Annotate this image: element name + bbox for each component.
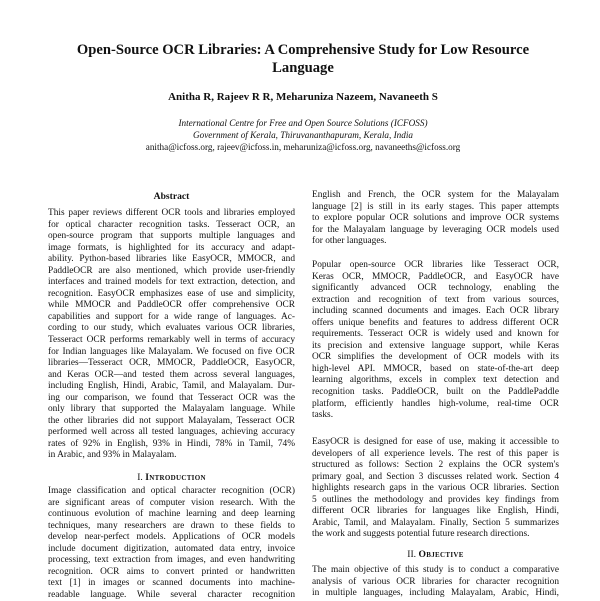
text-line: Arabic, Tamil, and Malayalam. Finally, Section 5 summarizes [312, 517, 559, 528]
text-line: PaddleOCR are also mentioned, which provide user-friendly [48, 265, 295, 276]
text-line: including English, Hindi, Arabic, Tamil, and Malayalam. Dur- [48, 381, 295, 392]
affiliation [40, 117, 566, 153]
abstract-body [48, 208, 295, 462]
text-line: develop near-perfect models. Applications of OCR models [48, 532, 295, 543]
objective-heading [312, 549, 559, 561]
introduction-body [48, 486, 295, 601]
abstract-heading: Abstract [153, 191, 190, 202]
text-line: The main objective of this study is to conduct a comparative [312, 565, 559, 575]
text-line: developers of all experience levels. The rest of this paper is [312, 448, 559, 459]
text-line: This paper reviews different OCR tools and libraries employed [48, 208, 295, 218]
paragraph [312, 260, 559, 422]
section-number: II. [407, 549, 417, 560]
text-line: ing our comparison, we found that Tesseract OCR was the [48, 392, 295, 403]
text-line: recognition. EasyOCR emphasizes ease of use and simplicity, [48, 288, 295, 299]
text-line: the work and suggests potential future research directions. [312, 529, 530, 540]
text-line: English and French, the OCR system for the Malayalam [312, 190, 559, 200]
text-line: only library that supported the Malayalam language. While [48, 404, 295, 415]
text-line: continuous evolution of machine learning and deep learning [48, 509, 295, 520]
text-line: different OCR libraries for languages like English, Hindi, [312, 506, 559, 517]
text-line: performed well across all tested languages, achieving accuracy [48, 427, 295, 438]
text-line: offers unique benefits and features to address different OCR [312, 317, 559, 328]
text-line: highlights research gaps in the various OCR libraries. Section [312, 483, 559, 494]
title-line: Open-Source OCR Libraries: A Comprehensive Study for Low Resource [76, 42, 530, 58]
text-line: ability. Python-based libraries like EasyOCR, MMOCR, and [48, 254, 295, 265]
text-line: its precision and extensive language support, while Keras [312, 340, 559, 351]
text-line: high-level API. MMOCR, based on state-of-the-art deep [312, 363, 559, 374]
text-line: analysis of various OCR libraries for character recognition [312, 576, 559, 587]
section-number: I. [137, 472, 143, 483]
text-line: significantly advanced OCR technology, enabling the [312, 283, 559, 294]
text-line: recognition. OCR aims to convert printed or handwritten [48, 566, 295, 577]
text-line: in multiple languages, including Malayalam, Arabic, Hindi, [312, 588, 559, 599]
introduction-heading [48, 472, 295, 484]
section-title: Objective [418, 549, 464, 560]
text-line: and Keras OCR—and tested them across several languages, [48, 369, 295, 380]
text-line: readable language. While several character recognition [48, 589, 295, 600]
text-line: Keras OCR, MMOCR, PaddleOCR, and EasyOCR have [312, 271, 559, 282]
text-line: cording to our study, which evaluates various OCR libraries, [48, 323, 295, 334]
paper-title [40, 41, 566, 77]
location: Government of Kerala, Thiruvananthapuram, Kerala, India [193, 130, 413, 140]
text-line: image formats, is highlighted for its accuracy and adapt- [48, 242, 295, 253]
text-line: language [2] is still in its early stages. This paper attempts [312, 201, 559, 212]
text-line: Image classification and optical character recognition (OCR) [48, 486, 295, 496]
text-line: include document digitization, automated data entry, invoice [48, 543, 295, 554]
text-line: while MMOCR and PaddleOCR offer comprehensive OCR [48, 300, 295, 311]
text-line: extraction and recognition of text from various sources, [312, 294, 559, 305]
text-line: techniques, many researchers are drawn to these fields to [48, 520, 295, 531]
text-line: OCR simplifies the development of OCR models with its [312, 352, 559, 363]
text-line: tasks. [312, 410, 334, 421]
text-line: capabilities and support for a wide range of languages. Ac- [48, 311, 295, 322]
objective-body [312, 565, 559, 600]
text-line: for optical character recognition tasks. Tesseract OCR, an [48, 219, 295, 230]
text-line: 5 outlines the methodology and provides key findings from [312, 494, 559, 505]
text-line: for other languages. [312, 236, 387, 247]
institution: International Centre for Free and Open Source Solutions (ICFOSS) [178, 118, 428, 128]
text-line: rates of 92% in English, 93% in Hindi, 78% in Tamil, 74% [48, 438, 295, 449]
text-line: libraries—Tesseract OCR, MMOCR, PaddleOCR, EasyOCR, [48, 358, 295, 369]
author-list: Anitha R, Rajeev R R, Meharuniza Nazeem, Navaneeth S [168, 91, 438, 103]
section-title: Introduction [145, 472, 206, 483]
text-line: text [1] in images or scanned documents into machine- [48, 578, 295, 589]
text-line: processing, text extraction from images, and even handwriting [48, 555, 295, 566]
text-line: structured as follows: Section 2 explains the OCR system's [312, 460, 559, 471]
text-line: interfaces and trained models for text extraction, detection, and [48, 277, 295, 288]
text-line: for Indian languages like Malayalam. We focused on five OCR [48, 346, 295, 357]
text-line: primary goal, and Section 3 discusses related work. Section 4 [312, 471, 559, 482]
text-line: Tesseract OCR performs remarkably well in terms of accuracy [48, 335, 295, 346]
text-line: EasyOCR is designed for ease of use, making it accessible to [312, 437, 559, 447]
text-line: are significant areas of computer vision research. With the [48, 497, 295, 508]
emails: anitha@icfoss.org, rajeev@icfoss.in, meharuniza@icfoss.org, navaneeths@icfoss.org [145, 142, 461, 152]
text-line: the other libraries did not support Malayalam, Tesseract OCR [48, 415, 295, 426]
paragraph [312, 190, 559, 248]
text-line: recognition tasks. PaddleOCR, built on the PaddlePaddle [312, 387, 559, 398]
text-line: Popular open-source OCR libraries like Tesseract OCR, [312, 260, 559, 270]
text-line: open-source program that supports multiple languages and [48, 231, 295, 242]
text-line: for the Malayalam language by leveraging OCR models used [312, 224, 559, 235]
title-line: Language [272, 60, 334, 76]
text-line: learning algorithms, excels in complex text detection and [312, 375, 559, 386]
text-line: to explore popular OCR solutions and improve OCR systems [312, 213, 559, 224]
paragraph [312, 437, 559, 541]
text-line: in Arabic, and 93% in Malayalam. [48, 450, 177, 461]
text-line: requirements. Tesseract OCR is widely used and known for [312, 329, 559, 340]
text-line: platform, efficiently handles high-volume, real-time OCR [312, 398, 559, 409]
text-line: including scanned documents and images. Each OCR library [312, 306, 559, 317]
